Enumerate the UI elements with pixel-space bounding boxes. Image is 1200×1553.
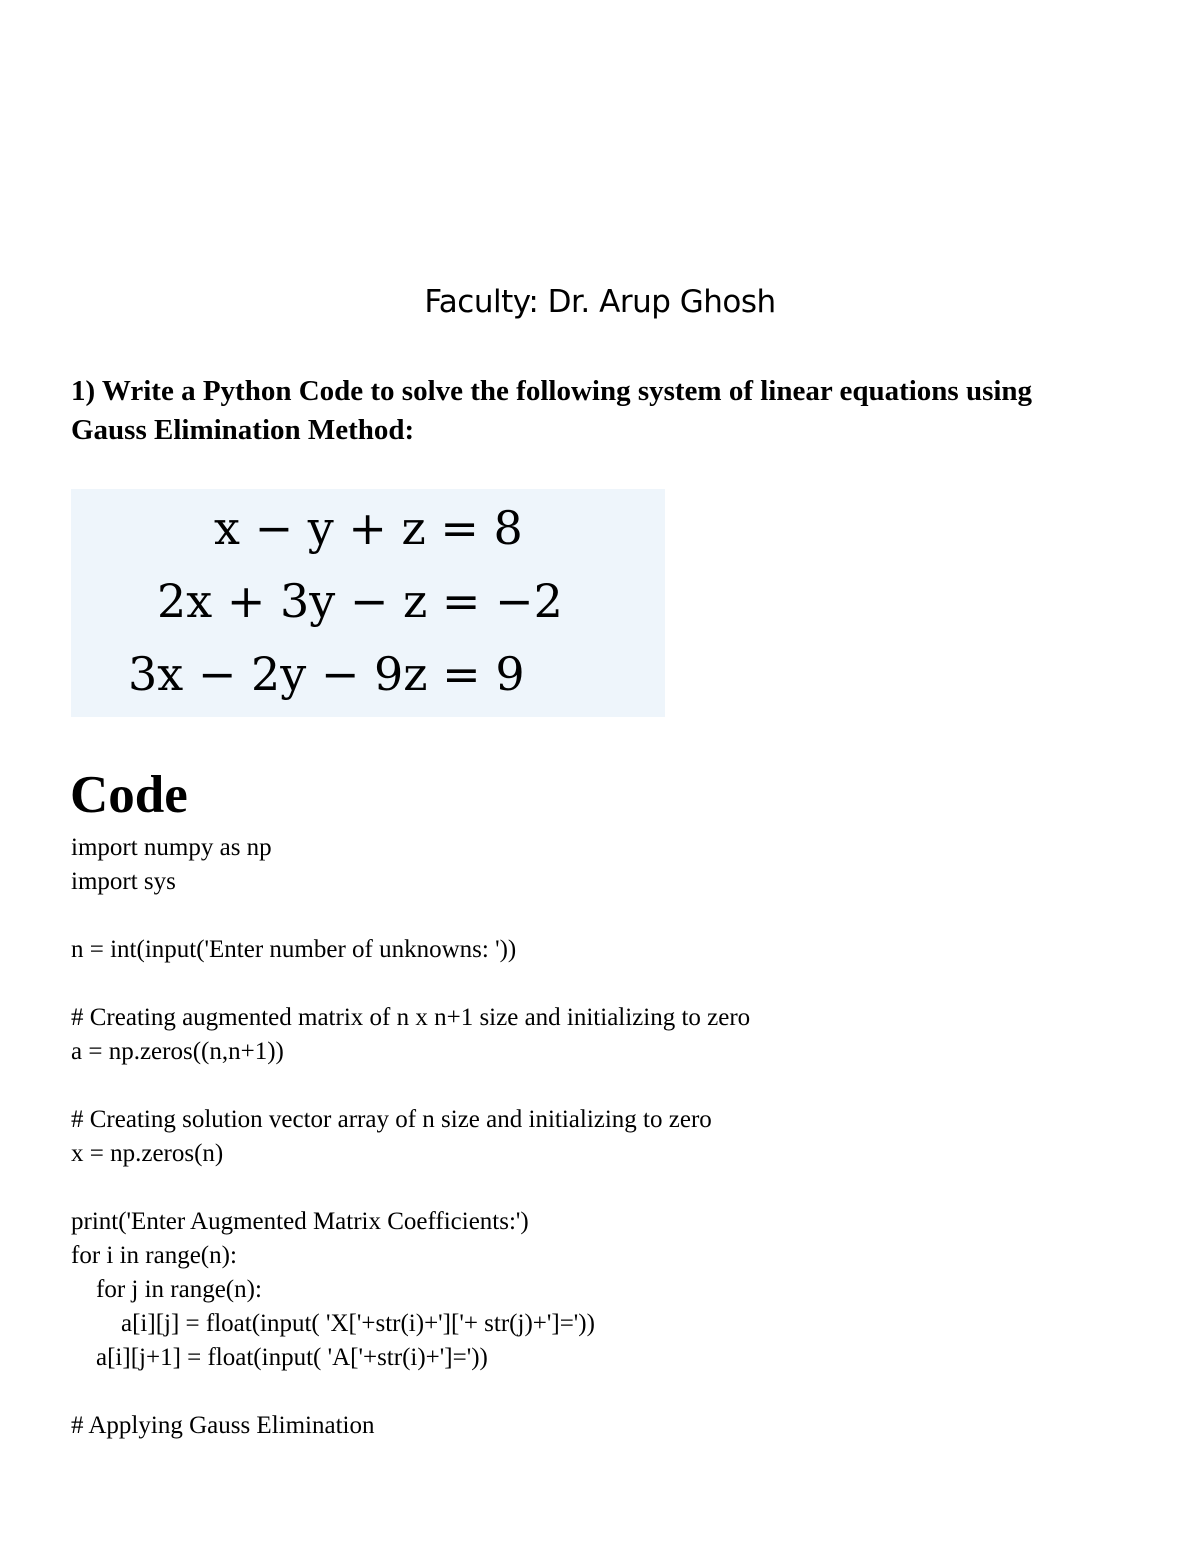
equation-2: 2x + 3y − z = −2 <box>157 574 563 628</box>
code-comment: # Creating solution vector array of n size and initializing to zero <box>71 1106 712 1133</box>
code-comment: # Applying Gauss Elimination <box>71 1412 375 1439</box>
equation-1: x − y + z = 8 <box>214 501 523 555</box>
code-line: for j in range(n): <box>71 1276 262 1303</box>
code-line: for i in range(n): <box>71 1242 237 1269</box>
code-line <box>71 1171 750 1205</box>
faculty-title: Faculty: Dr. Arup Ghosh <box>424 284 776 320</box>
code-comment: # Creating augmented matrix of n x n+1 size and initializing to zero <box>71 1004 751 1031</box>
equation-image <box>71 489 665 717</box>
code-line <box>71 1375 750 1409</box>
question-line-1: 1) Write a Python Code to solve the following system of linear equations using <box>71 375 1033 407</box>
code-heading: Code <box>70 766 188 824</box>
code-line: import sys <box>71 868 176 895</box>
code-line <box>71 967 750 1001</box>
question-text <box>71 372 1151 450</box>
code-line: a = np.zeros((n,n+1)) <box>71 1038 284 1065</box>
code-block <box>71 831 750 1443</box>
code-line: n = int(input('Enter number of unknowns: ')) <box>71 936 517 963</box>
question-line-2: Gauss Elimination Method: <box>71 414 415 446</box>
code-line: print('Enter Augmented Matrix Coefficients:') <box>71 1208 529 1235</box>
code-line: a[i][j+1] = float(input( 'A['+str(i)+']=')) <box>71 1344 488 1371</box>
code-line <box>71 1069 750 1103</box>
code-line: x = np.zeros(n) <box>71 1140 224 1167</box>
code-line: a[i][j] = float(input( 'X['+str(i)+']['+ str(j)+']=')) <box>71 1310 595 1337</box>
code-line <box>71 899 750 933</box>
code-line: import numpy as np <box>71 834 272 861</box>
equation-3: 3x − 2y − 9z = 9 <box>128 647 525 701</box>
